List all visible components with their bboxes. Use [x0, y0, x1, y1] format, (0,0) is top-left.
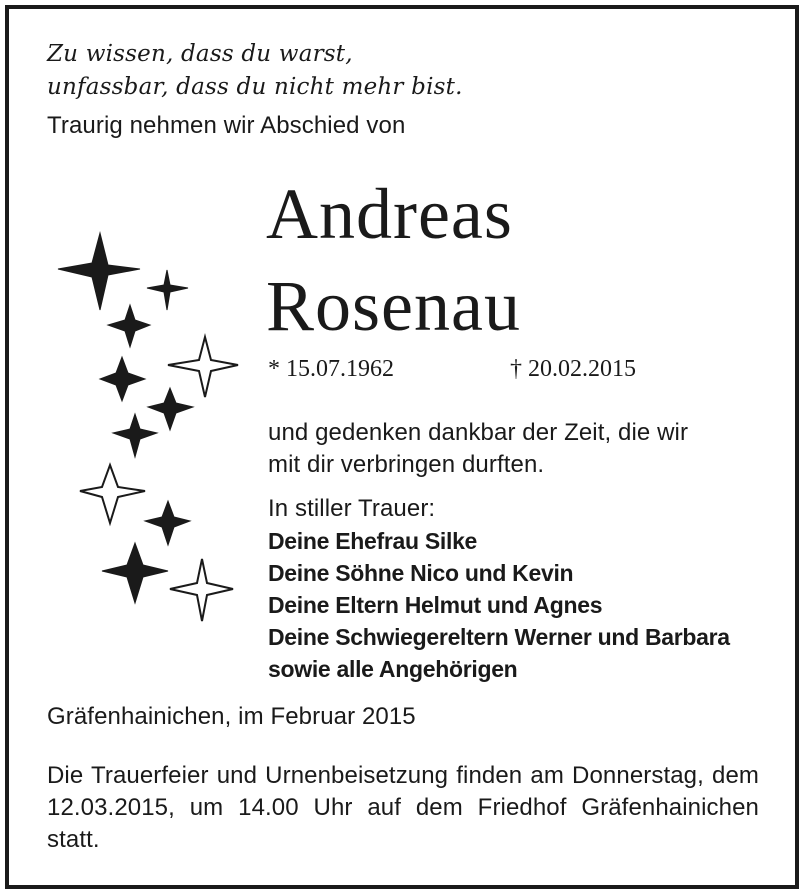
remembrance-line-2: mit dir verbringen durften. [268, 451, 545, 478]
star-icon [58, 233, 140, 310]
poem-line-2: unfassbar, dass du nicht mehr bist. [47, 74, 463, 100]
remembrance-line-1: und gedenken dankbar der Zeit, die wir [268, 419, 689, 446]
death-date: † 20.02.2015 [510, 356, 636, 382]
first-name: Andreas [266, 174, 513, 254]
poem [47, 38, 463, 104]
star-outline-icon [80, 465, 145, 523]
birth-date: * 15.07.1962 [268, 356, 394, 382]
mourner-name: sowie alle Angehörigen [268, 656, 518, 682]
star-icon [147, 270, 188, 310]
deceased-name [266, 168, 521, 352]
last-name: Rosenau [266, 266, 521, 346]
star-icon [102, 543, 168, 603]
remembrance-text [268, 417, 688, 481]
mourner-name: Deine Eltern Helmut und Agnes [268, 592, 603, 618]
star-icon [108, 305, 150, 347]
poem-line-1: Zu wissen, dass du warst, [47, 41, 353, 67]
intro-text: Traurig nehmen wir Abschied von [47, 112, 406, 139]
star-icon [148, 388, 193, 430]
star-outline-icon [168, 337, 238, 397]
mourner-name: Deine Schwiegereltern Werner und Barbara [268, 624, 730, 650]
funeral-notice: Die Trauerfeier und Urnenbeisetzung finden am Donnerstag, dem 12.03.2015, um 14.00 Uhr auf dem Friedhof Gräfenhainichen statt. [47, 762, 759, 853]
mourner-name: Deine Söhne Nico und Kevin [268, 560, 574, 586]
star-outline-icon [170, 559, 233, 621]
stars-decoration [50, 225, 250, 625]
mourner-name: Deine Ehefrau Silke [268, 528, 478, 554]
star-icon [145, 501, 190, 545]
mourners-heading: In stiller Trauer: [268, 495, 436, 522]
place-date: Gräfenhainichen, im Februar 2015 [47, 703, 416, 730]
star-icon [100, 357, 145, 401]
star-icon [113, 414, 157, 457]
